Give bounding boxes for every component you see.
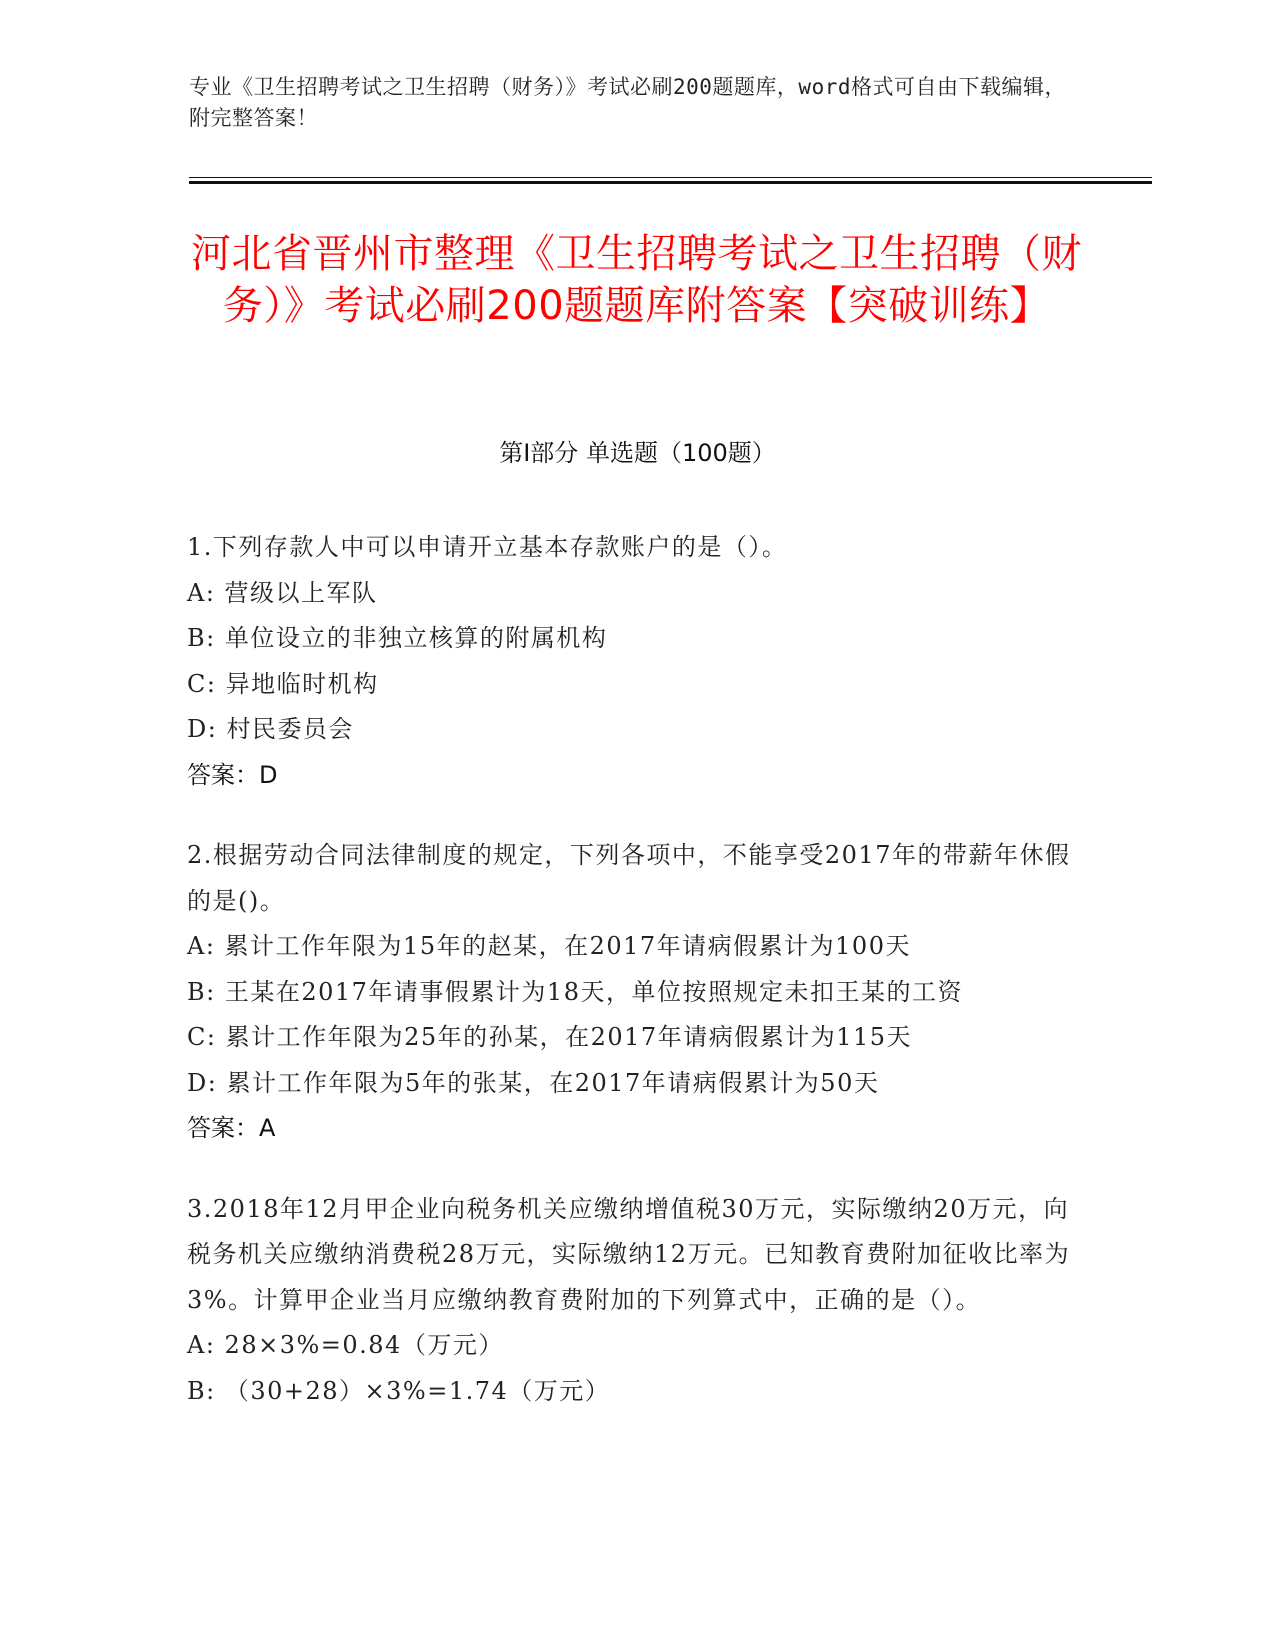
question-stem: 3.2018年12月甲企业向税务机关应缴纳增值税30万元，实际缴纳20万元，向税务机关应缴纳消费税28万元，实际缴纳12万元。已知教育费附加征收比率为3%。计算甲企业当月应缴纳教育费附加的下列算式中，正确的是（）。 (187, 1194, 1071, 1314)
answer-line: 答案：D (187, 760, 278, 789)
option-d: D: 村民委员会 (187, 715, 354, 743)
option-b: B: 王某在2017年请事假累计为18天，单位按照规定未扣王某的工资 (187, 977, 963, 1006)
document-title: 河北省晋州市整理《卫生招聘考试之卫生招聘（财务）》考试必刷200题题库附答案【突破训练】 (191, 231, 1082, 329)
option-b: B: 单位设立的非独立核算的附属机构 (187, 624, 608, 652)
option-b: B: （30+28）×3%=1.74（万元） (187, 1376, 611, 1405)
option-a: A: 营级以上军队 (187, 578, 378, 607)
question-3 (187, 1187, 1082, 1415)
section-title: 第I部分 单选题（100题） (499, 439, 776, 467)
option-a: A: 28×3%=0.84（万元） (187, 1331, 504, 1359)
option-c: C: 累计工作年限为25年的孙某，在2017年请病假累计为115天 (187, 1023, 913, 1051)
question-1 (187, 525, 1082, 798)
header-divider-thin (189, 177, 1152, 178)
option-d: D: 累计工作年限为5年的张某，在2017年请病假累计为50天 (187, 1068, 880, 1097)
option-c: C: 异地临时机构 (187, 669, 379, 698)
header-divider-thick (189, 181, 1152, 184)
question-stem: 2.根据劳动合同法律制度的规定，下列各项中，不能享受2017年的带薪年休假的是()。 (187, 841, 1071, 915)
question-2 (187, 833, 1082, 1152)
answer-line: 答案：A (187, 1114, 276, 1142)
question-list (187, 525, 1082, 1449)
question-stem: 1.下列存款人中可以申请开立基本存款账户的是（）。 (187, 533, 788, 561)
header-note: 专业《卫生招聘考试之卫生招聘（财务）》考试必刷200题题库，word格式可自由下载编辑，附完整答案！ (189, 75, 1066, 130)
option-a: A: 累计工作年限为15年的赵某，在2017年请病假累计为100天 (187, 932, 911, 960)
